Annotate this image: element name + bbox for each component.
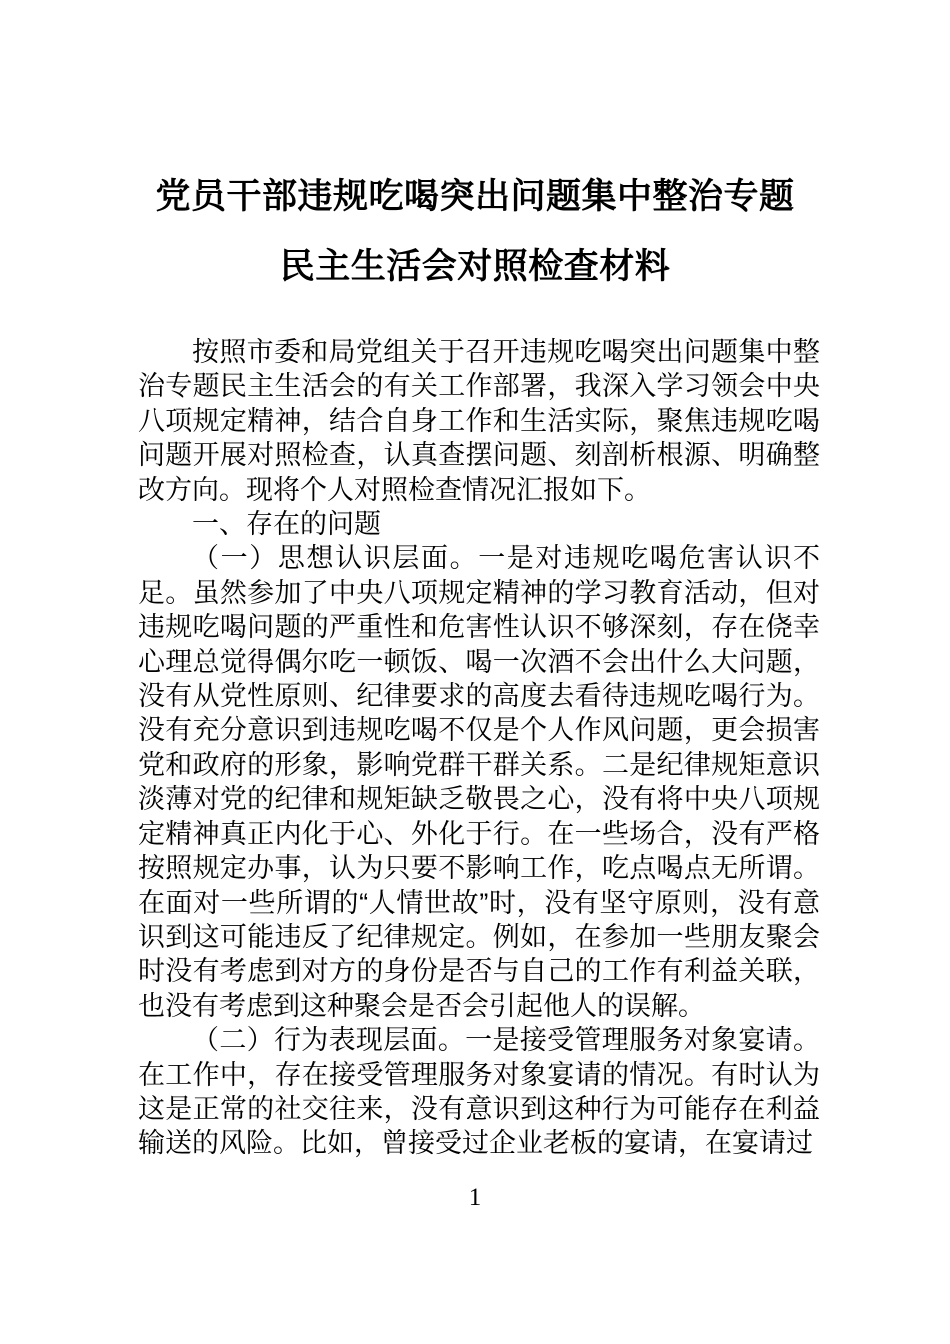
title-line-2: 民主生活会对照检查材料: [279, 247, 671, 286]
paragraph-behavioral-level: （二）行为表现层面。一是接受管理服务对象宴请。在工作中，存在接受管理服务对象宴请的情况。有时认为这是正常的社交往来，没有意识到这种行为可能存在利益输送的风险。比如，曾接受过企业老板的宴请，在宴请过: [138, 1025, 820, 1159]
paragraph-ideological-level: （一）思想认识层面。一是对违规吃喝危害认识不足。虽然参加了中央八项规定精神的学习教育活动，但对违规吃喝问题的严重性和危害性认识不够深刻，存在侥幸心理总觉得偶尔吃一顿饭、喝一次酒不会出什么大问题，没有从党性原则、纪律要求的高度去看待违规吃喝行为。没有充分意识到违规吃喝不仅是个人作风问题，更会损害党和政府的形象，影响党群干群关系。二是纪律规矩意识淡薄对党的纪律和规矩缺乏敬畏之心，没有将中央八项规定精神真正内化于心、外化于行。在一些场合，没有严格按照规定办事，认为只要不影响工作，吃点喝点无所谓。在面对一些所谓的“人情世故”时，没有坚守原则，没有意识到这可能违反了纪律规定。例如，在参加一些朋友聚会时没有考虑到对方的身份是否与自己的工作有利益关联，也没有考虑到这种聚会是否会引起他人的误解。: [138, 543, 820, 1021]
section-heading-problems: 一、存在的问题: [192, 509, 381, 540]
page-number: 1: [468, 1184, 482, 1211]
paragraph-intro: 按照市委和局党组关于召开违规吃喝突出问题集中整治专题民主生活会的有关工作部署，我深入学习领会中央八项规定精神，结合自身工作和生活实际，聚焦违规吃喝问题开展对照检查，认真查摆问题、刻剖析根源、明确整改方向。现将个人对照检查情况汇报如下。: [138, 337, 820, 505]
document-body: [138, 335, 820, 1161]
title-line-1: 党员干部违规吃喝突出问题集中整治专题: [155, 177, 795, 216]
document-title: [0, 0, 950, 302]
